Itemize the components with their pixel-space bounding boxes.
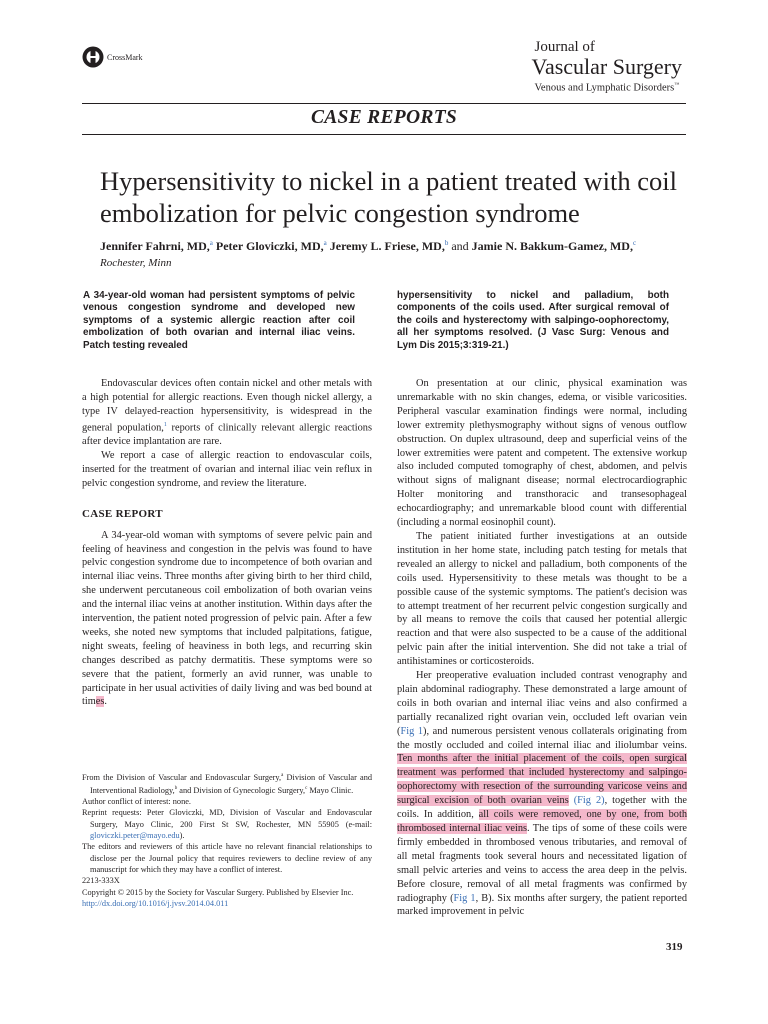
case-report-heading: CASE REPORT <box>82 507 163 520</box>
investigation-paragraph: The patient initiated further investigations at an outside institution in her home state, including patch testing for metals that revealed an allergy to nickel and palladium, both components of the coils used. Hypersensitivity to these metals was thought to be a possible cause of the systemic symptoms. The patient's decision was to attempt treatment of her recurrent pelvic congestion surgically and by all means to remove the coils that caused her potential allergic reaction and that were also suspected to be a cause of the additional pelvic pain after the initial intervention. She did not take a trial of antihistamines or corticosteroids. <box>397 530 687 668</box>
case-paragraph-1: A 34-year-old woman with symptoms of severe pelvic pain and feeling of heaviness and congestion in the pelvis was found to have pelvic congestion syndrome due to incompetence of both ovarian and internal iliac veins. Three months after giving birth to her third child, she underwent percutaneous coil embolization of both ovarian veins and the internal iliac veins at another institution. Within days after the intervention, the patient noted progression of pelvic pain. After a few weeks, she noted new symptoms that included palpitations, fatigue, night sweats, feeling of heaviness in both legs, and recurring skin changes described as patchy dermatitis. These symptoms were so severe that the patient, formerly an avid runner, was unable to participate in her usual activities of daily living and was bed bound at times. <box>82 529 372 708</box>
article-title: Hypersensitivity to nickel in a patient treated with coil embolization for pelvic congestion syndrome <box>100 166 677 228</box>
footnote-conflict: Author conflict of interest: none. <box>82 797 191 807</box>
body-column-right <box>397 377 687 919</box>
presentation-paragraph: On presentation at our clinic, physical examination was unremarkable with no skin changes, edema, or visible varicosities. Peripheral vascular examination findings were normal, including lower extremity plethysmography without signs of venous outflow obstruction. On duplex ultrasound, deep and superficial veins of the lower extremities were patent and competent. The extensive workup also included computed tomography of chest, abdomen, and pelvis without signs of malignant disease; normal electrocardiographic Holter monitoring and transthoracic and transesophageal echocardiography; and unremarkable blood count with differential (including a normal eosinophil count). <box>397 378 687 529</box>
footnote-editors: The editors and reviewers of this article have no relevant financial relationships to disclose per the Journal policy that requires reviewers to decline review of any manuscript for which they may have a conflict of interest. <box>82 842 372 874</box>
section-title: CASE REPORTS <box>310 107 458 128</box>
header-rule-bottom <box>82 134 686 135</box>
footnote-issn: 2213-333X <box>82 876 120 886</box>
author-2-affiliation[interactable]: a <box>323 239 327 247</box>
abstract-left: A 34-year-old woman had persistent symptoms of pelvic venous congestion syndrome and developed new symptoms of a systemic allergic reaction after coil embolization of both ovarian and internal iliac veins. Patch testing revealed <box>83 290 355 351</box>
highlight-coil-removal: all coils were removed, one by one, from both thrombosed internal iliac veins <box>397 809 687 834</box>
intro-paragraph-1: Endovascular devices often contain nickel and other metals with a high potential for allergic reactions. Even though nickel allergy, a type IV delayed-reaction hypersensitivity, is widespread in the general population,$^1$ reports of clinically relevant allergic reactions after device implantation are rare. <box>82 378 372 448</box>
author-list <box>100 239 700 254</box>
authors-and: and <box>451 239 469 253</box>
header-rule-top <box>82 103 686 104</box>
footnote-copyright: Copyright © 2015 by the Society for Vascular Surgery. Published by Elsevier Inc. <box>82 887 354 897</box>
author-1-affiliation[interactable]: a <box>209 239 213 247</box>
email-link[interactable]: gloviczki.peter@mayo.edu <box>90 831 180 841</box>
doi-link[interactable]: http://dx.doi.org/10.1016/j.jvsv.2014.04.011 <box>82 898 229 908</box>
journal-line-1: Journal of <box>534 39 595 55</box>
highlight: es <box>95 696 105 708</box>
figure-2-link[interactable]: (Fig 2) <box>573 795 605 807</box>
journal-masthead <box>532 40 683 94</box>
author-1: Jennifer Fahrni, MD, <box>100 239 210 253</box>
abstract-right: hypersensitivity to nickel and palladium, both components of the coils used. After surgical removal of the coils and hysterectomy with salpingo-oophorectomy, all her symptoms resolved. (J Vasc Surg: Venous and Lym Dis 2015;3:319-21.) <box>397 290 669 351</box>
reference-link[interactable]: 1 <box>163 421 167 428</box>
author-4: Jamie N. Bakkum-Gamez, MD, <box>471 239 633 253</box>
author-2: Peter Gloviczki, MD, <box>215 239 324 253</box>
highlight-surgery: Ten months after the initial placement of the coils, open surgical treatment was performed that included hysterectomy and salpingo-oophorectomy with resection of the surrounding varicose veins and surgical excision of both ovarian veins <box>397 753 687 807</box>
page-number: 319 <box>666 941 683 953</box>
crossmark-badge[interactable] <box>82 45 143 69</box>
figure-1-link[interactable]: Fig 1 <box>400 725 424 737</box>
author-3-affiliation[interactable]: b <box>444 239 449 247</box>
crossmark-label: CrossMark <box>107 52 143 62</box>
footnote-affiliations: From the Division of Vascular and Endovascular Surgery,$^a$ Division of Vascular and Interventional Radiology,$^b$ and Division of Gynecologic Surgery,$^c$ Mayo Clinic. <box>82 772 372 795</box>
author-3: Jeremy L. Friese, MD, <box>329 239 445 253</box>
footnote-reprint: Reprint requests: Peter Gloviczki, MD, Division of Vascular and Endovascular Surgery, Mayo Clinic, 200 First St SW, Rochester, MN 55905 (e-mail: gloviczki.peter@mayo.edu). <box>82 808 372 841</box>
crossmark-icon <box>82 45 104 69</box>
body-column-left <box>82 377 372 709</box>
treatment-paragraph: Her preoperative evaluation included contrast venography and plain abdominal radiography. These demonstrated a large amount of coils in both ovarian and internal iliac veins and also confirmed a partially recanalized right ovarian vein, occluded left ovarian vein (Fig 1), and numerous persistent venous collaterals originating from the mostly occluded and coiled internal iliac and iliolumbar veins. Ten months after the initial placement of the coils, open surgical treatment was performed that included hysterectomy and salpingo-oophorectomy with resection of the surrounding varicose veins and surgical excision of both ovarian veins (Fig 2), together with the coils. In addition, all coils were removed, one by one, from both thrombosed internal iliac veins. The tips of some of these coils were firmly embedded in thrombosed venous tributaries, and removal of all metal fragments took several hours and necessitated ligation of small pelvic arteries and veins to access the area deep in the pelvis. Before closure, removal of all metal fragments was confirmed by radiography (Fig 1, B). Six months after surgery, the patient reported marked improvement in pelvic <box>397 670 687 918</box>
footnotes <box>82 770 372 909</box>
journal-name: Vascular Surgery <box>531 54 682 79</box>
author-location: Rochester, Minn <box>100 257 172 269</box>
intro-paragraph-2: We report a case of allergic reaction to endovascular coils, inserted for the treatment of ovarian and internal iliac vein reflux in pelvic congestion syndrome, and review the literature. <box>82 449 372 489</box>
journal-subtitle: Venous and Lymphatic Disorders™ <box>534 82 680 94</box>
figure-1b-link[interactable]: Fig 1 <box>453 892 476 904</box>
author-4-affiliation[interactable]: c <box>632 239 637 247</box>
